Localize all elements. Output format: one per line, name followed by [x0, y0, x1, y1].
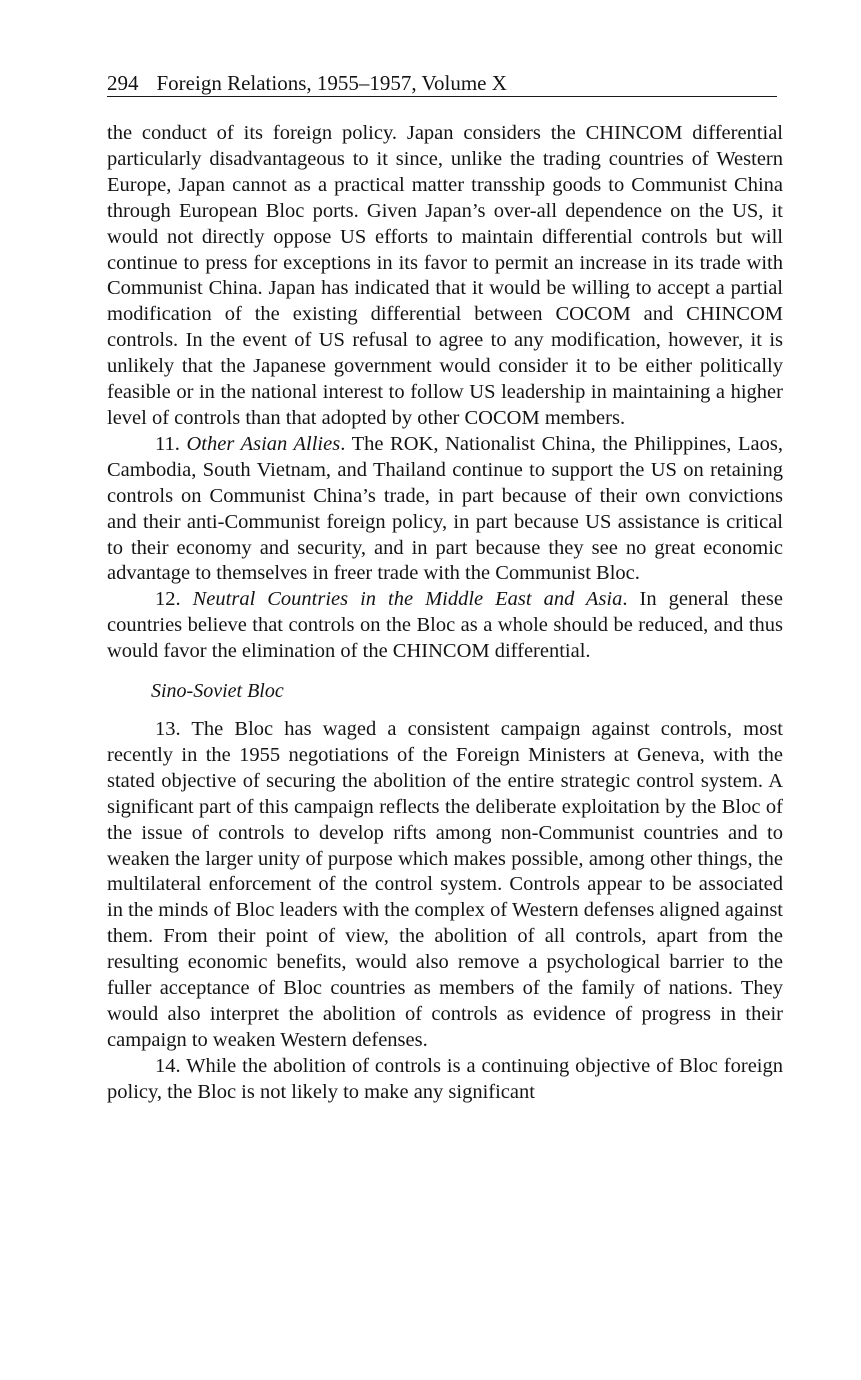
paragraph-12-number: 12. — [155, 588, 181, 611]
paragraph-continued: the conduct of its foreign policy. Japan considers the CHINCOM differential particularly disadvantageous to it since, unlike the trading countries of Western Europe, Japan cannot as a practical matter transship goods to Communist China through European Bloc ports. Given Japan’s over-all dependence on the US, it would not directly oppose US efforts to maintain differential controls but will continue to press for exceptions in its favor to permit an increase in its trade with Communist China. Japan has indicated that it would be willing to accept a partial modification of the existing differential between COCOM and CHINCOM controls. In the event of US refusal to agree to any modification, however, it is unlikely that the Japanese government would consider it to be either politically feasible or in the national interest to follow US leadership in maintaining a higher level of controls than that adopted by other COCOM members. — [107, 122, 783, 429]
paragraph-12 — [107, 587, 783, 665]
paragraph-11-number: 11. — [155, 432, 180, 455]
paragraph-13: 13. The Bloc has waged a consistent campaign against controls, most recently in the 1955 negotiations of the Foreign Ministers at Geneva, with the stated objective of securing the abolition of the entire strategic control system. A significant part of this campaign reflects the deliberate exploitation by the Bloc of the issue of controls to develop rifts among non-Communist countries and to weaken the larger unity of purpose which makes possible, among other things, the multilateral enforcement of the control system. Controls appear to be associated in the minds of Bloc leaders with the complex of Western defenses aligned against them. From their point of view, the abolition of all controls, apart from the resulting economic benefits, would also remove a psychological barrier to the fuller acceptance of Bloc countries as members of the family of nations. They would also interpret the abolition of controls as evidence of progress in their campaign to weaken Western defenses. — [107, 718, 783, 1051]
publication-title: Foreign Relations, 1955–1957, Volume X — [156, 71, 507, 95]
page-number: 294 — [107, 71, 139, 95]
paragraph-12-title: Neutral Countries in the Middle East and Asia — [192, 588, 623, 611]
paragraph-12-text: . In general these countries believe that controls on the Bloc as a whole should be reduced, and thus would favor the elimination of the CHINCOM differential. — [107, 588, 783, 663]
running-head — [107, 70, 777, 97]
paragraph-14: 14. While the abolition of controls is a continuing objective of Bloc foreign policy, the Bloc is not likely to make any significant — [107, 1054, 783, 1103]
paragraph-11-title: Other Asian Allies — [186, 432, 341, 455]
document-page — [107, 70, 783, 1106]
paragraph-11-text: . The ROK, Nationalist China, the Philippines, Laos, Cambodia, South Vietnam, and Thailand continue to support the US on retaining controls on Communist China’s trade, in part because of their own convictions and their anti-Communist foreign policy, in part because US assistance is critical to their economy and security, and in part because they see no great economic advantage to themselves in freer trade with the Communist Bloc. — [107, 432, 783, 585]
paragraph-11 — [107, 432, 783, 587]
section-heading: Sino-Soviet Bloc — [151, 680, 284, 703]
body-text — [107, 121, 783, 1106]
